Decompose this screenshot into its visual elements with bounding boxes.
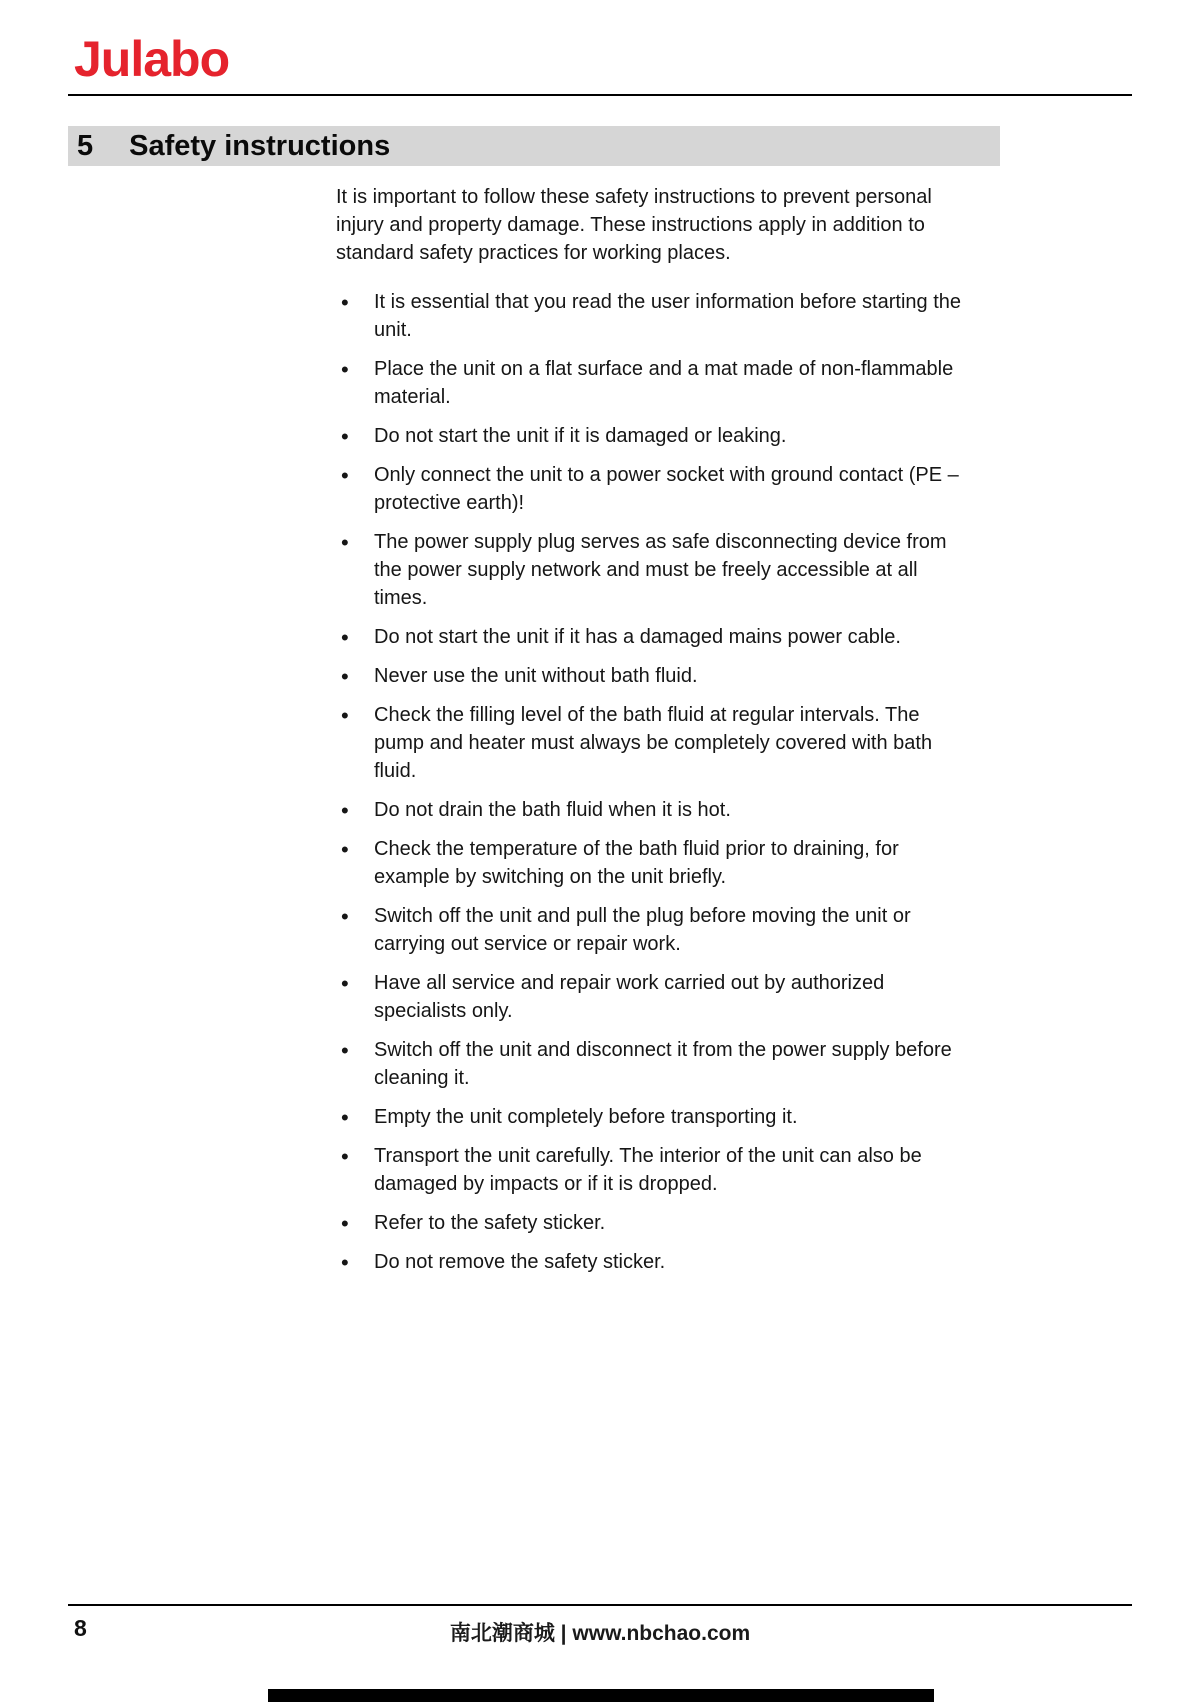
content-column <box>336 183 972 1276</box>
section-number: 5 <box>77 129 94 162</box>
list-item: • Refer to the safety sticker. <box>336 1209 972 1237</box>
page-number: 8 <box>74 1615 87 1641</box>
list-item: • Check the filling level of the bath fluid at regular intervals. The pump and heater must always be completely covered with bath fluid. <box>336 701 972 785</box>
intro-paragraph: It is important to follow these safety instructions to prevent personal injury and property damage. These instructions apply in addition to standard safety practices for working places. <box>336 186 932 264</box>
list-item: • Do not start the unit if it is damaged or leaking. <box>336 422 972 450</box>
list-item: • Do not remove the safety sticker. <box>336 1248 972 1276</box>
list-item: • Transport the unit carefully. The interior of the unit can also be damaged by impacts or if it is dropped. <box>336 1142 972 1198</box>
list-item: • Place the unit on a flat surface and a mat made of non-flammable material. <box>336 355 972 411</box>
list-item: • Only connect the unit to a power socket with ground contact (PE – protective earth)! <box>336 461 972 517</box>
bottom-black-bar <box>268 1689 934 1702</box>
section-heading <box>68 126 1000 166</box>
list-item: • It is essential that you read the user information before starting the unit. <box>336 288 972 344</box>
list-item: • Have all service and repair work carried out by authorized specialists only. <box>336 969 972 1025</box>
page-header <box>68 31 1132 96</box>
list-item: • Do not drain the bath fluid when it is hot. <box>336 796 972 824</box>
list-item: • Do not start the unit if it has a damaged mains power cable. <box>336 623 972 651</box>
footer-site-text: 南北潮商城 | www.nbchao.com <box>449 1622 751 1645</box>
page-footer <box>68 1604 1132 1649</box>
list-item: • Empty the unit completely before transporting it. <box>336 1103 972 1131</box>
list-item: • Check the temperature of the bath fluid prior to draining, for example by switching on the unit briefly. <box>336 835 972 891</box>
list-item: • Switch off the unit and pull the plug before moving the unit or carrying out service or repair work. <box>336 902 972 958</box>
safety-list <box>336 288 972 1276</box>
section-title: Safety instructions <box>129 129 391 162</box>
list-item: • Never use the unit without bath fluid. <box>336 662 972 690</box>
footer-row <box>68 1615 1132 1649</box>
list-item: • Switch off the unit and disconnect it from the power supply before cleaning it. <box>336 1036 972 1092</box>
list-item: • The power supply plug serves as safe disconnecting device from the power supply network and must be freely accessible at all times. <box>336 528 972 612</box>
julabo-logo: Julabo <box>74 31 230 87</box>
